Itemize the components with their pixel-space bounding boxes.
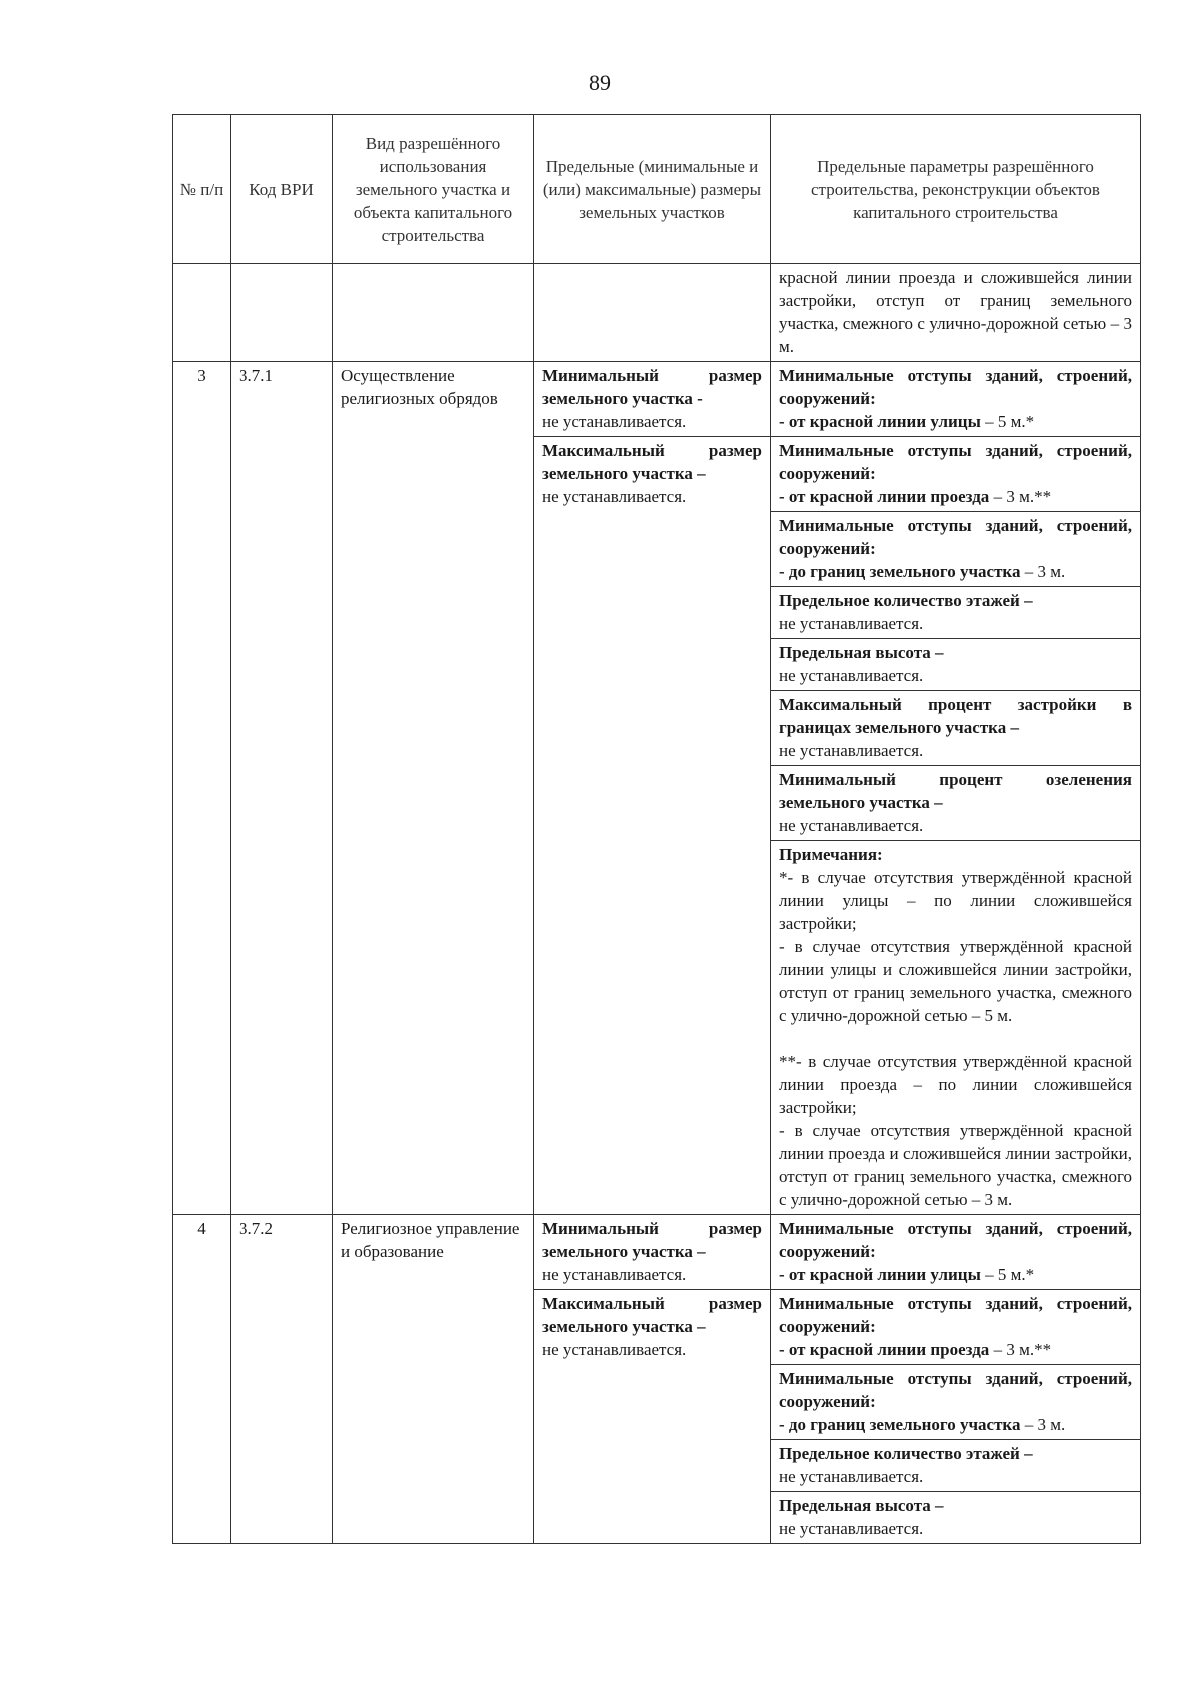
- header-sizes: Предельные (минимальные и (или) максимальные) размеры земельных участков: [534, 115, 771, 264]
- land-use-table: [172, 114, 1141, 1544]
- row-num: 4: [173, 1215, 231, 1544]
- notes-title: Примечания:: [779, 845, 883, 864]
- header-params: Предельные параметры разрешённого строительства, реконструкции объектов капитального строительства: [771, 115, 1141, 264]
- note: - в случае отсутствия утверждённой красной линии улицы и сложившейся линии застройки, отступ от границ земельного участка, смежного с улично-дорожной сетью – 5 м.: [779, 937, 1132, 1025]
- param-value: не устанавливается.: [779, 1467, 924, 1486]
- continuation-row: [173, 264, 1141, 362]
- param-line: - от красной линии проезда: [779, 1340, 990, 1359]
- min-size-cell: [534, 362, 771, 437]
- max-size-label: Максимальный размер земельного участка –: [542, 441, 762, 483]
- param-label: Минимальный процент озеленения земельного участка –: [779, 770, 1132, 812]
- min-size-cell: [534, 1215, 771, 1290]
- param-cell: [771, 639, 1141, 691]
- param-value: – 5 м.*: [980, 412, 1035, 431]
- param-value: – 3 м.: [1020, 562, 1066, 581]
- note: *- в случае отсутствия утверждённой красной линии улицы – по линии сложившейся застройки;: [779, 868, 1132, 933]
- param-line: - от красной линии улицы: [779, 1265, 981, 1284]
- param-label: Минимальные отступы зданий, строений, сооружений:: [779, 1369, 1132, 1411]
- param-label: Предельная высота –: [779, 643, 944, 662]
- max-size-cell: [534, 437, 771, 1215]
- param-cell: [771, 362, 1141, 437]
- table-row: [173, 362, 1141, 437]
- param-cell: [771, 1215, 1141, 1290]
- header-type: Вид разрешённого использования земельного участка и объекта капитального строительства: [333, 115, 534, 264]
- max-size-label: Максимальный размер земельного участка –: [542, 1294, 762, 1336]
- param-cell: [771, 1290, 1141, 1365]
- param-cell: [771, 766, 1141, 841]
- row-code: 3.7.1: [231, 362, 333, 1215]
- param-cell: [771, 437, 1141, 512]
- param-value: – 3 м.: [1020, 1415, 1066, 1434]
- param-label: Минимальные отступы зданий, строений, сооружений:: [779, 1219, 1132, 1261]
- row-code: 3.7.2: [231, 1215, 333, 1544]
- param-cell: [771, 691, 1141, 766]
- header-num: № п/п: [173, 115, 231, 264]
- param-label: Предельная высота –: [779, 1496, 944, 1515]
- param-line: - от красной линии улицы: [779, 412, 981, 431]
- param-value: не устанавливается.: [779, 741, 924, 760]
- param-value: – 3 м.**: [989, 487, 1052, 506]
- param-cell: [771, 587, 1141, 639]
- notes-cell: [771, 841, 1141, 1215]
- page-number: 89: [589, 70, 611, 95]
- row-num: 3: [173, 362, 231, 1215]
- param-cell: [771, 1492, 1141, 1544]
- note: - в случае отсутствия утверждённой красной линии проезда и сложившейся линии застройки, отступ от границ земельного участка, смежного с улично-дорожной сетью – 3 м.: [779, 1121, 1132, 1209]
- min-size-value: не устанавливается.: [542, 1265, 687, 1284]
- param-line: - до границ земельного участка: [779, 1415, 1021, 1434]
- param-line: - до границ земельного участка: [779, 562, 1021, 581]
- note: **- в случае отсутствия утверждённой красной линии проезда – по линии сложившейся застройки;: [779, 1052, 1132, 1117]
- min-size-label: Минимальный размер земельного участка -: [542, 366, 762, 408]
- param-value: не устанавливается.: [779, 614, 924, 633]
- table-header-row: [173, 115, 1141, 264]
- param-line: - от красной линии проезда: [779, 487, 990, 506]
- max-size-value: не устанавливается.: [542, 487, 687, 506]
- max-size-value: не устанавливается.: [542, 1340, 687, 1359]
- row-type: Осуществление религиозных обрядов: [333, 362, 534, 1215]
- param-value: – 3 м.**: [989, 1340, 1052, 1359]
- param-value: не устанавливается.: [779, 1519, 924, 1538]
- param-value: – 5 м.*: [980, 1265, 1035, 1284]
- header-code: Код ВРИ: [231, 115, 333, 264]
- param-cell: [771, 1440, 1141, 1492]
- param-label: Предельное количество этажей –: [779, 591, 1033, 610]
- param-label: Максимальный процент застройки в границах земельного участка –: [779, 695, 1132, 737]
- param-label: Предельное количество этажей –: [779, 1444, 1033, 1463]
- table-row: [173, 1215, 1141, 1290]
- param-label: Минимальные отступы зданий, строений, сооружений:: [779, 366, 1132, 408]
- param-cell: [771, 512, 1141, 587]
- continuation-text: красной линии проезда и сложившейся линии застройки, отступ от границ земельного участка, смежного с улично-дорожной сетью – 3 м.: [771, 264, 1141, 362]
- param-cell: [771, 1365, 1141, 1440]
- param-label: Минимальные отступы зданий, строений, сооружений:: [779, 516, 1132, 558]
- param-label: Минимальные отступы зданий, строений, сооружений:: [779, 441, 1132, 483]
- param-value: не устанавливается.: [779, 666, 924, 685]
- min-size-label: Минимальный размер земельного участка –: [542, 1219, 762, 1261]
- max-size-cell: [534, 1290, 771, 1544]
- param-value: не устанавливается.: [779, 816, 924, 835]
- row-type: Религиозное управление и образование: [333, 1215, 534, 1544]
- param-label: Минимальные отступы зданий, строений, сооружений:: [779, 1294, 1132, 1336]
- min-size-value: не устанавливается.: [542, 412, 687, 431]
